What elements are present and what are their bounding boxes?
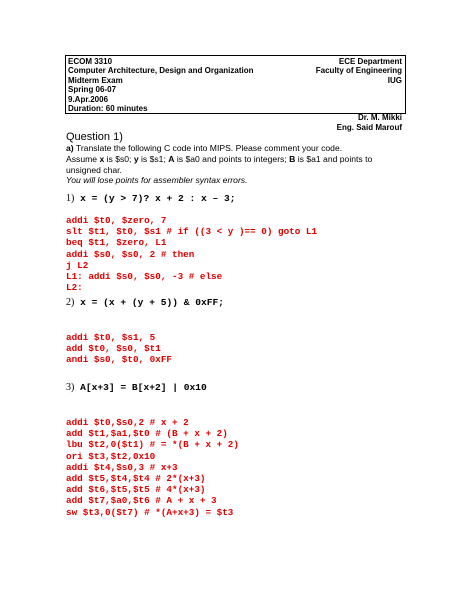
faculty: Faculty of Engineering <box>315 66 402 76</box>
question-instructions <box>66 143 372 186</box>
course-code: ECOM 3310 <box>68 57 113 66</box>
university: IUG <box>387 75 402 85</box>
problem-1-code: addi $t0, $zero, 7 slt $t1, $t0, $s1 # if ((3 < y )== 0) goto L1 beq $t1, $zero, L1 addi $s0, $s0, 2 # then j L2 L1: addi $s0, $s0, -3 # else L2: <box>66 215 318 294</box>
department-info <box>316 57 402 132</box>
course-title: Computer Architecture, Design and Organization <box>68 66 254 76</box>
exam-date: 9.Apr.2006 <box>68 94 109 104</box>
problem-2-code: addi $t0, $s1, 5 add $t0, $s0, $t1 andi $s0, $t0, 0xFF <box>66 332 173 366</box>
department: ECE Department <box>338 57 402 66</box>
syntax-warning: You will lose points for assembler syntax errors. <box>66 175 248 186</box>
semester: Spring 06-07 <box>68 85 117 95</box>
exam-header-box <box>65 55 406 132</box>
problem-1-statement: 1) x = (y > 7)? x + 2 : x – 3; <box>66 193 236 204</box>
question-title: Question 1) <box>66 131 123 143</box>
exam-duration: Duration: 60 minutes <box>68 104 148 114</box>
instructor: Dr. M. Mikki <box>357 113 402 123</box>
problem-2-statement: 2) x = (x + (y + 5)) & 0xFF; <box>66 297 225 308</box>
assumption-line-2: unsigned char. <box>66 164 122 175</box>
problem-3-code: addi $t0,$s0,2 # x + 2 add $t1,$a1,$t0 # (B + x + 2) lbu $t2,0($t1) # = *(B + x + 2) ori $t3,$t2,0x10 addi $t4,$s0,3 # x+3 add $t5,$t4,$t4 # 2*(x+3) add $t6,$t5,$t5 # 4*(x+3) add $t7,$a0,$t6 # A + x + 3 sw $t3,0($t7) # *(A+x+3) = $t3 <box>66 417 239 518</box>
teaching-assistant: Eng. Said Marouf <box>336 122 402 132</box>
instruction-text: Translate the following C code into MIPS. Please comment your code. <box>73 143 343 153</box>
assumption-line: Assume x is $s0; y is $s1; A is $a0 and points to integers; B is $a1 and points to <box>66 153 373 164</box>
problem-3-statement: 3) A[x+3] = B[x+2] | 0x10 <box>66 382 207 393</box>
exam-type: Midterm Exam <box>68 75 123 85</box>
part-label: a) <box>66 143 74 153</box>
course-info <box>68 57 254 113</box>
